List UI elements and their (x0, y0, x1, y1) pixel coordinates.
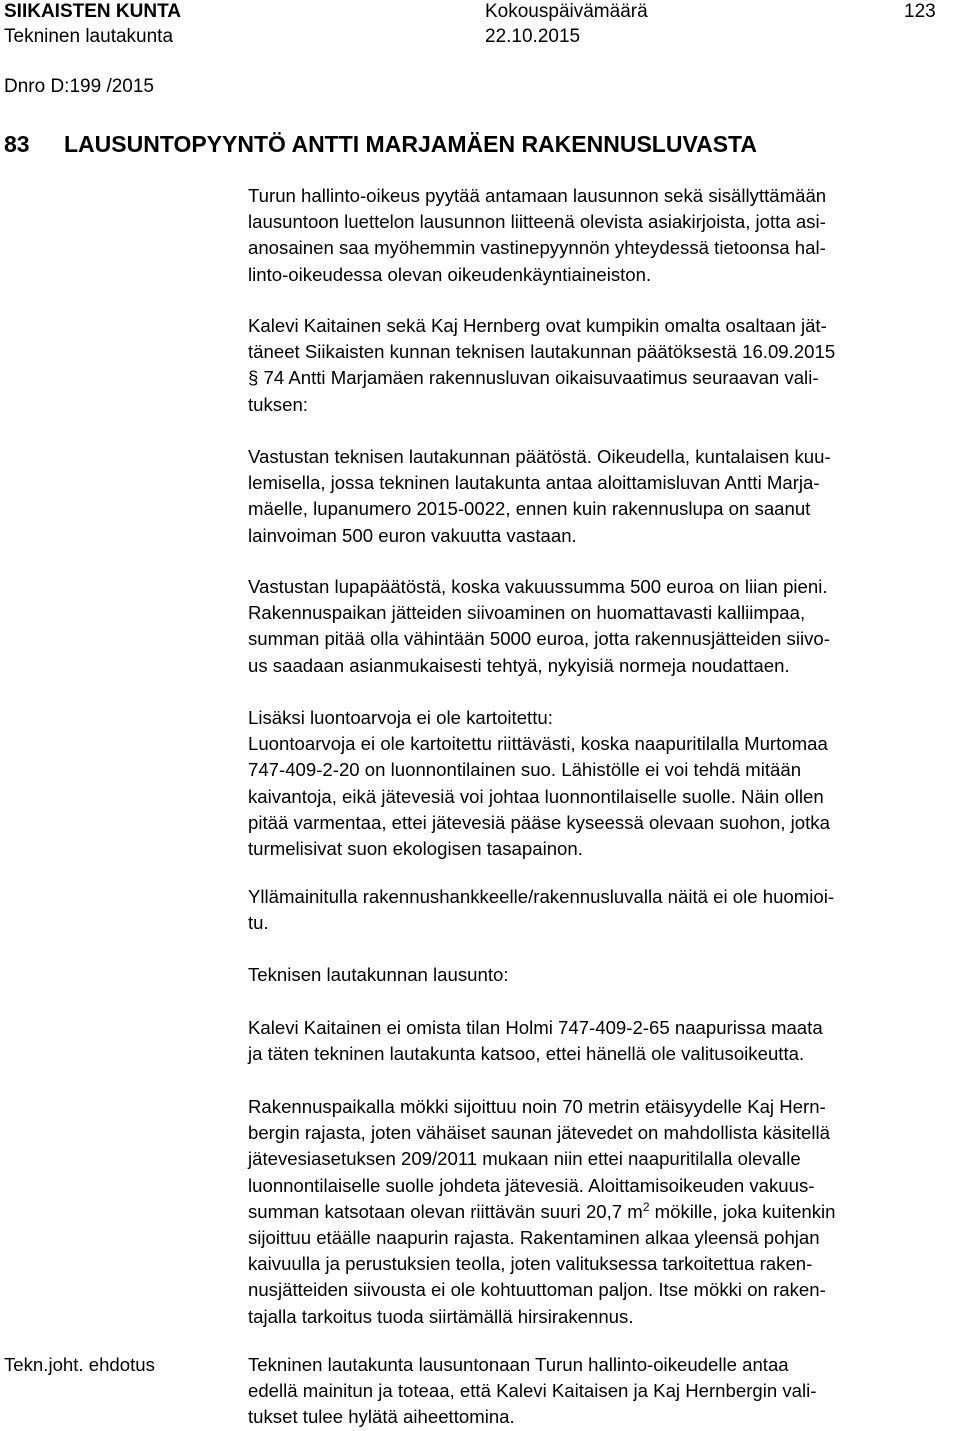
section-title: LAUSUNTOPYYNTÖ ANTTI MARJAMÄEN RAKENNUSLUVASTA (64, 131, 757, 157)
text-line: anosainen saa myöhemmin vastinepyynnön yhteydessä tietoonsa hal- (248, 237, 826, 259)
text-line: Kalevi Kaitainen sekä Kaj Hernberg ovat kumpikin omalta osaltaan jät- (248, 315, 827, 336)
statement-heading (248, 962, 960, 988)
text-line: ja täten tekninen lautakunta katsoo, ettei hänellä ole valitusoikeutta. (248, 1043, 805, 1065)
text-line: täneet Siikaisten kunnan teknisen lautakunnan päätöksestä 16.09.2015 (248, 341, 836, 363)
text-line: Lisäksi luontoarvoja ei ole kartoitettu: (248, 707, 553, 728)
area-text-after: mökille, joka kuitenkin (649, 1200, 836, 1222)
proposal-label: Tekn.joht. ehdotus (4, 1354, 155, 1375)
text-line: jätevesiasetuksen 209/2011 mukaan niin ettei naapuritilalla olevalle (248, 1148, 801, 1170)
text-line: tajalla tarkoitus tuoda siirtämällä hirsirakennus. (248, 1305, 634, 1327)
text-line: tuksen: (248, 393, 308, 415)
section-number: 83 (4, 131, 30, 157)
text-line: Tekninen lautakunta lausuntonaan Turun hallinto-oikeudelle antaa (248, 1354, 789, 1375)
paragraph-building-site (248, 1094, 960, 1330)
text-line: Vastustan lupapäätöstä, koska vakuussumma 500 euroa on liian pieni. (248, 576, 828, 597)
text-line-area (248, 1199, 960, 1225)
text-line: Vastustan teknisen lautakunnan päätöstä. Oikeudella, kuntalaisen kuu- (248, 446, 831, 467)
text-line: sijoittuu etäälle naapurin rajasta. Rakentaminen alkaa yleensä pohjan (248, 1226, 820, 1248)
text-line: Kalevi Kaitainen ei omista tilan Holmi 747-409-2-65 naapurissa maata (248, 1017, 823, 1038)
text-line: Luontoarvoja ei ole kartoitettu riittävästi, koska naapuritilalla Murtomaa (248, 733, 828, 755)
text-line: pitää varmentaa, ettei jätevesiä pääse kyseessä olevaan suohon, jotka (248, 811, 830, 833)
text-line: Yllämainitulla rakennushankkeelle/rakennusluvalla näitä ei ole huomioi- (248, 886, 835, 907)
text-line: summan pitää olla vähintään 5000 euroa, jotta rakennusjätteiden siivo- (248, 628, 830, 650)
paragraph-nature-values (248, 705, 960, 862)
text-line: 747-409-2-20 on luonnontilainen suo. Lähistölle ei voi tehdä mitään (248, 759, 802, 781)
text-line: nusjätteiden siivousta ei ole kohtuuttoman paljon. Itse mökki on raken- (248, 1279, 826, 1301)
paragraph-not-considered (248, 884, 960, 936)
text-line: bergin rajasta, joten vähäiset saunan jätevedet on mahdollista käsitellä (248, 1122, 830, 1144)
text-line: Rakennuspaikan jätteiden siivoaminen on huomattavasti kalliimpaa, (248, 602, 806, 624)
page-number: 123 (904, 1, 936, 22)
meeting-date-label: Kokouspäivämäärä (485, 1, 648, 22)
text-line: luonnontilaiselle suolle johdeta jätevesiä. Aloittamisoikeuden vakuus- (248, 1174, 815, 1196)
text-line: kaivantoja, eikä jätevesiä voi johtaa luonnontilaiselle suolle. Näin ollen (248, 785, 824, 807)
text-line: kaivuulla ja perustuksien teolla, joten valituksessa tarkoitettua raken- (248, 1253, 813, 1275)
paragraph-objection-guarantee (248, 574, 960, 679)
organization-name: SIIKAISTEN KUNTA (4, 1, 181, 22)
paragraph-proposal (248, 1352, 960, 1431)
area-superscript: 2 (642, 1199, 650, 1214)
text-line: tukset tulee hylätä aiheettomina. (248, 1406, 515, 1428)
meeting-date: 22.10.2015 (485, 26, 581, 47)
text-line: us saadaan asianmukaisesti tehtyä, nykyisiä normeja noudattaen. (248, 654, 790, 676)
text-line: Rakennuspaikalla mökki sijoittuu noin 70 metrin etäisyydelle Kaj Hern- (248, 1096, 826, 1117)
paragraph-request (248, 183, 960, 288)
paragraph-objection-decision (248, 444, 960, 549)
text-line: Teknisen lautakunnan lausunto: (248, 964, 509, 985)
text-line: mäelle, lupanumero 2015-0022, ennen kuin rakennuslupa on saanut (248, 498, 811, 520)
text-line: turmelisivat suon ekologisen tasapainon. (248, 837, 583, 859)
text-line: lemisella, jossa tekninen lautakunta antaa aloittamisluvan Antti Marja- (248, 472, 820, 494)
paragraph-no-appeal-right (248, 1015, 960, 1067)
text-line: edellä mainitun ja toteaa, että Kalevi Kaitaisen ja Kaj Hernbergin vali- (248, 1380, 817, 1402)
document-reference: Dnro D:199 /2015 (4, 76, 154, 97)
paragraph-appeal-intro (248, 313, 960, 418)
area-text-before: summan katsotaan olevan riittävän suuri 20,7 m (248, 1200, 643, 1222)
text-line: linto-oikeudessa olevan oikeudenkäyntiaineiston. (248, 263, 652, 285)
text-line: lausuntoon luettelon lausunnon liitteenä olevista asiakirjoista, jotta asi- (248, 211, 826, 233)
text-line: tu. (248, 912, 269, 934)
text-line: § 74 Antti Marjamäen rakennusluvan oikaisuvaatimus seuraavan vali- (248, 367, 819, 389)
committee-name: Tekninen lautakunta (4, 26, 174, 47)
text-line: lainvoiman 500 euron vakuutta vastaan. (248, 524, 577, 546)
text-line: Turun hallinto-oikeus pyytää antamaan lausunnon sekä sisällyttämään (248, 185, 827, 206)
